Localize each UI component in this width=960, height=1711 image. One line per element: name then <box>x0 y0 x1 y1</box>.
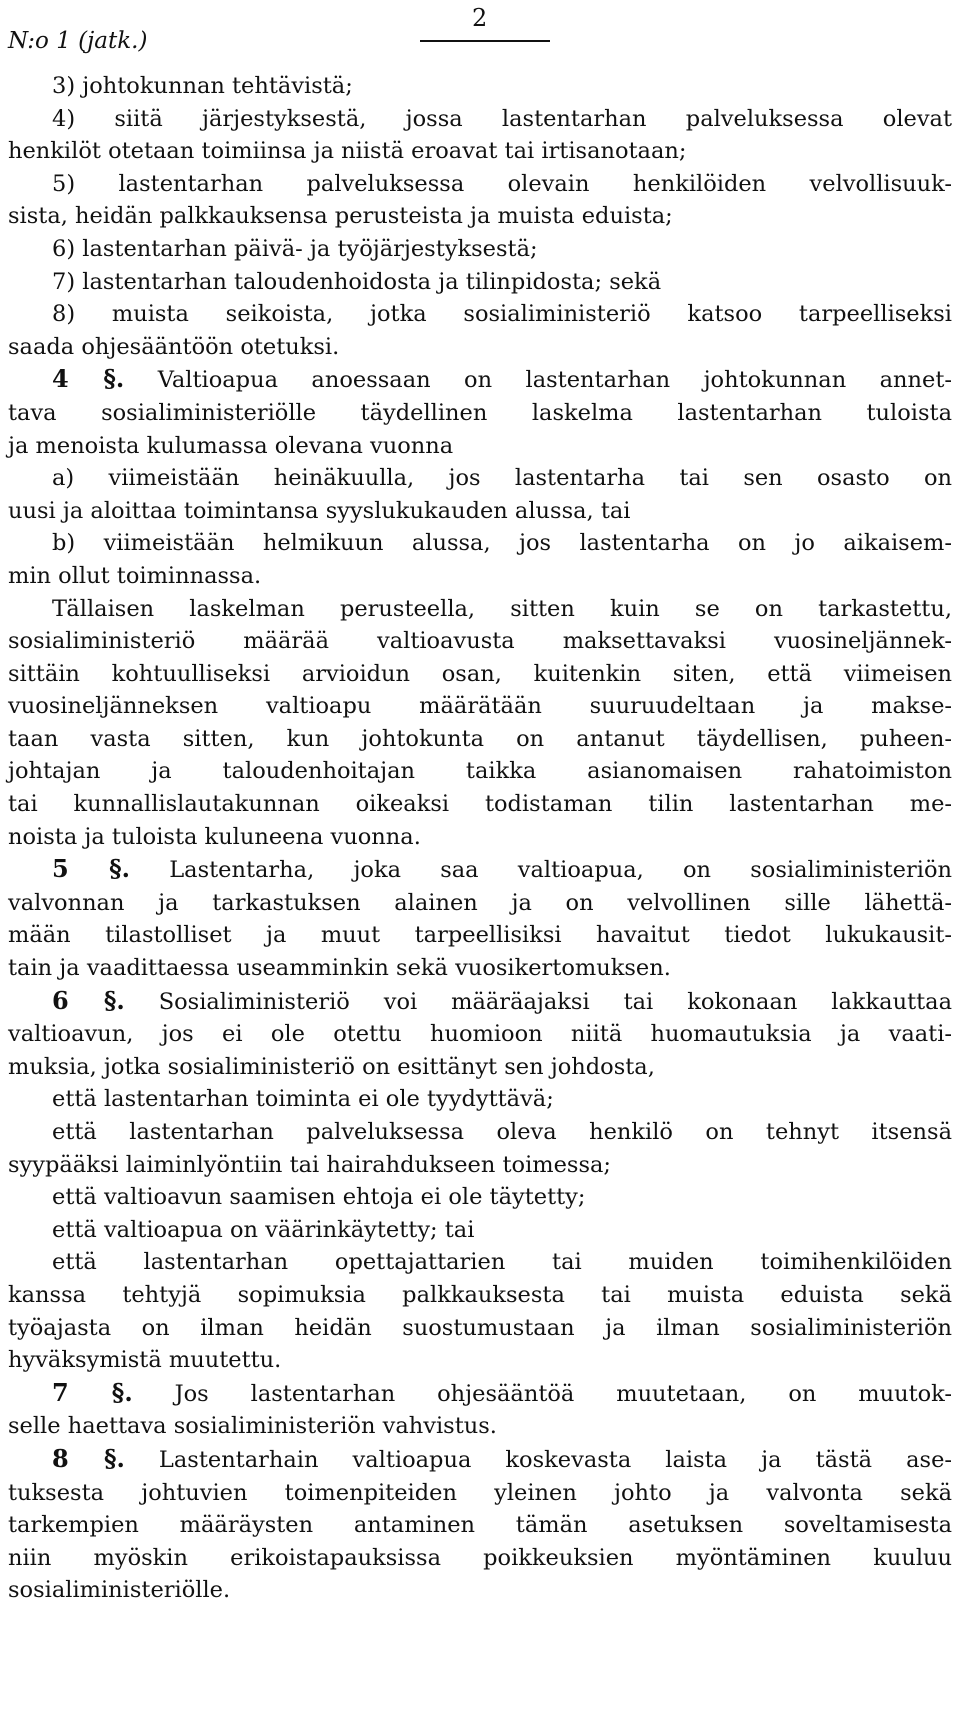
line-text: kanssa tehtyjä sopimuksia palkkauksesta tai muista eduista sekä <box>8 1281 952 1308</box>
line-text: että lastentarhan opettajattarien tai muiden toimihenkilöiden <box>52 1249 952 1276</box>
section-number: 4 §. <box>52 364 125 394</box>
text-line <box>8 1443 952 1477</box>
section-number: 6 §. <box>52 985 125 1015</box>
line-text: 6) lastentarhan päivä- ja työjärjestyksestä; <box>52 235 538 262</box>
line-text: 8) muista seikoista, jotka sosialiministeriö katsoo tarpeelliseksi <box>52 301 952 328</box>
line-text: mään tilastolliset ja muut tarpeellisiksi havaitut tiedot lukukausit- <box>8 922 952 949</box>
text-line <box>8 70 952 103</box>
text-line <box>8 1149 952 1182</box>
section-number: 5 §. <box>52 854 131 884</box>
text-line <box>8 755 952 788</box>
line-text: taan vasta sitten, kun johtokunta on antanut täydellisen, puheen- <box>8 725 952 752</box>
text-line <box>8 952 952 985</box>
text-line <box>8 331 952 364</box>
line-text: Valtioapua anoessaan on lastentarhan johtokunnan annet- <box>124 367 952 394</box>
line-text: että lastentarhan toiminta ei ole tyydyttävä; <box>52 1086 554 1113</box>
text-line <box>8 887 952 920</box>
header-rule <box>420 40 550 42</box>
text-line <box>8 430 952 463</box>
line-text: tuksesta johtuvien toimenpiteiden yleinen johto ja valvonta sekä <box>8 1479 952 1506</box>
line-text: Jos lastentarhan ohjesääntöä muutetaan, on muutok- <box>132 1380 952 1407</box>
line-text: 7) lastentarhan taloudenhoidosta ja tilinpidosta; sekä <box>52 268 662 295</box>
text-line <box>8 1279 952 1312</box>
line-text: että valtioapua on väärinkäytetty; tai <box>52 1216 475 1243</box>
text-line <box>8 397 952 430</box>
line-text: Lastentarhain valtioapua koskevasta laista ja tästä ase- <box>124 1446 952 1473</box>
line-text: valtioavun, jos ei ole otettu huomioon niitä huomautuksia ja vaati- <box>8 1021 952 1048</box>
line-text: uusi ja aloittaa toimintansa syyslukukauden alussa, tai <box>8 497 631 524</box>
text-line <box>8 462 952 495</box>
text-line <box>8 298 952 331</box>
text-line <box>8 593 952 626</box>
text-line <box>8 233 952 266</box>
text-line <box>8 853 952 887</box>
text-line <box>8 495 952 528</box>
line-text: selle haettava sosialiministeriön vahvistus. <box>8 1413 497 1440</box>
line-text: Tällaisen laskelman perusteella, sitten kuin se on tarkastettu, <box>52 595 952 622</box>
line-text: muksia, jotka sosialiministeriö on esittänyt sen johdosta, <box>8 1053 655 1080</box>
line-text: henkilöt otetaan toimiinsa ja niistä eroavat tai irtisanotaan; <box>8 138 687 165</box>
text-line <box>8 560 952 593</box>
line-text: hyväksymistä muutettu. <box>8 1347 282 1374</box>
text-line <box>8 1116 952 1149</box>
text-line <box>8 1181 952 1214</box>
text-line <box>8 1509 952 1542</box>
text-line <box>8 658 952 691</box>
text-line <box>8 1312 952 1345</box>
text-line <box>8 200 952 233</box>
text-line <box>8 625 952 658</box>
section-number: 7 §. <box>52 1377 133 1407</box>
line-text: tarkempien määräysten antaminen tämän asetuksen soveltamisesta <box>8 1512 952 1539</box>
text-line <box>8 919 952 952</box>
text-line <box>8 1410 952 1443</box>
line-text: sosialiministeriö määrää valtioavusta maksettavaksi vuosineljännek- <box>8 628 952 655</box>
text-line <box>8 266 952 299</box>
body-text <box>8 70 952 1607</box>
line-text: vuosineljänneksen valtioapu määrätään suuruudeltaan ja makse- <box>8 693 952 720</box>
page-number: 2 <box>472 4 488 32</box>
text-line <box>8 723 952 756</box>
line-text: noista ja tuloista kuluneena vuonna. <box>8 823 421 850</box>
continuation-label: N:o 1 (jatk.) <box>8 28 148 54</box>
text-line <box>8 788 952 821</box>
line-text: sista, heidän palkkauksensa perusteista ja muista eduista; <box>8 203 673 230</box>
line-text: tai kunnallislautakunnan oikeaksi todistaman tilin lastentarhan me- <box>8 791 952 818</box>
text-line <box>8 690 952 723</box>
text-line <box>8 363 952 397</box>
text-line <box>8 1477 952 1510</box>
line-text: niin myöskin erikoistapauksissa poikkeuksien myöntäminen kuuluu <box>8 1544 952 1571</box>
text-line <box>8 1246 952 1279</box>
line-text: a) viimeistään heinäkuulla, jos lastentarha tai sen osasto on <box>52 465 952 492</box>
text-line <box>8 1018 952 1051</box>
line-text: min ollut toiminnassa. <box>8 562 262 589</box>
line-text: että lastentarhan palveluksessa oleva henkilö on tehnyt itsensä <box>52 1119 952 1145</box>
text-line <box>8 1051 952 1084</box>
section-number: 8 §. <box>52 1443 125 1473</box>
text-line <box>8 527 952 560</box>
line-text: ja menoista kulumassa olevana vuonna <box>8 432 454 459</box>
line-text: Lastentarha, joka saa valtioapua, on sosialiministeriön <box>130 857 952 884</box>
line-text: 4) siitä järjestyksestä, jossa lastentarhan palveluksessa olevat <box>52 105 952 132</box>
line-text: saada ohjesääntöön otetuksi. <box>8 333 340 360</box>
line-text: sittäin kohtuulliseksi arvioidun osan, kuitenkin siten, että viimeisen <box>8 660 952 687</box>
line-text: Sosialiministeriö voi määräajaksi tai kokonaan lakkauttaa <box>124 988 952 1015</box>
line-text: työajasta on ilman heidän suostumustaan ja ilman sosialiministeriön <box>8 1314 952 1341</box>
line-text: että valtioavun saamisen ehtoja ei ole täytetty; <box>52 1184 586 1211</box>
line-text: syypääksi laiminlyöntiin tai hairahdukseen toimessa; <box>8 1151 612 1178</box>
line-text: tava sosialiministeriölle täydellinen laskelma lastentarhan tuloista <box>8 399 952 426</box>
line-text: tain ja vaadittaessa useamminkin sekä vuosikertomuksen. <box>8 955 671 982</box>
text-line <box>8 985 952 1019</box>
line-text: 5) lastentarhan palveluksessa olevain henkilöiden velvollisuuk- <box>52 170 952 197</box>
line-text: johtajan ja taloudenhoitajan taikka asianomaisen rahatoimiston <box>8 758 952 785</box>
text-line <box>8 1377 952 1411</box>
line-text: valvonnan ja tarkastuksen alainen ja on velvollinen sille lähettä- <box>8 889 952 916</box>
line-text: 3) johtokunnan tehtävistä; <box>52 73 353 99</box>
text-line <box>8 1542 952 1575</box>
line-text: sosialiministeriölle. <box>8 1577 231 1604</box>
text-line <box>8 103 952 136</box>
text-line <box>8 1083 952 1116</box>
text-line <box>8 1214 952 1247</box>
text-line <box>8 1574 952 1607</box>
text-line <box>8 1344 952 1377</box>
line-text: b) viimeistään helmikuun alussa, jos lastentarha on jo aikaisem- <box>52 530 952 557</box>
text-line <box>8 168 952 201</box>
text-line <box>8 821 952 854</box>
text-line <box>8 135 952 168</box>
